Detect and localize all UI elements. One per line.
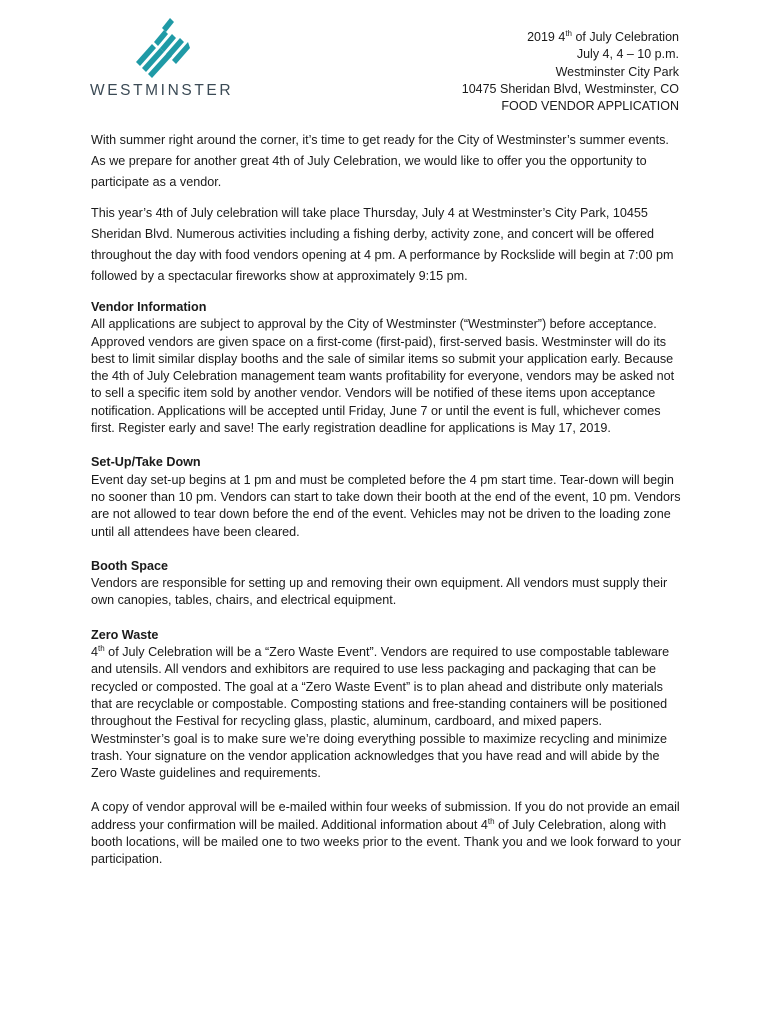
event-header <box>462 29 679 115</box>
section-heading: Set-Up/Take Down <box>91 455 201 470</box>
section-text: 4th of July Celebration will be a “Zero Waste Event”. Vendors are required to use compostable tableware and utensils. All vendors and exhibitors are required to use less packaging and packaging that can be recycled or composted. The goal at a “Zero Waste Event” is to plan ahead and distribute only materials that are recyclable or compostable. Composting stations and free-standing containers will be positioned throughout the Festival for recycling glass, plastic, aluminum, cardboard, and mixed papers. Westminster’s goal is to make sure we’re doing everything possible to maximize recycling and minimize trash. Your signature on the vendor application acknowledges that you have read and will abide by the Zero Waste guidelines and requirements. <box>91 643 670 781</box>
header-title: 2019 4th of July Celebration <box>527 28 679 44</box>
header-venue: Westminster City Park <box>555 64 679 79</box>
event-details-paragraph: This year’s 4th of July celebration will take place Thursday, July 4 at Westminster’s City Park, 10455 Sheridan Blvd. Numerous activities including a fishing derby, activity zone, and concert will be offered throughout the day with food vendors opening at 4 pm. A performance by Rockslide will begin at 7:00 pm followed by a spectacular fireworks show at approximately 9:15 pm. <box>91 206 674 283</box>
header-address: 10475 Sheridan Blvd, Westminster, CO <box>461 81 679 96</box>
section-text: Vendors are responsible for setting up and removing their own equipment. All vendors must supply their own canopies, tables, chairs, and electrical equipment. <box>91 576 668 608</box>
booth-space-section <box>91 558 683 610</box>
document-body <box>91 130 683 869</box>
setup-takedown-section <box>91 454 683 540</box>
section-heading: Vendor Information <box>91 300 207 314</box>
closing-paragraph: A copy of vendor approval will be e-mailed within four weeks of submission. If you do not provide an email address your confirmation will be mailed. Additional information about 4th of July Celebration, along with booth locations, will be mailed one to two weeks prior to the event. Thank you and we look forward to your participation. <box>91 800 681 867</box>
section-text: Event day set-up begins at 1 pm and must be completed before the 4 pm start time. Tear-down will begin no sooner than 10 pm. Vendors can start to take down their booth at the end of the event, 10 pm. Vendors are not allowed to tear down before the end of the event. Vehicles may not be driven to the loading zone until all attendees have been cleared. <box>91 472 681 539</box>
logo-wordmark: WESTMINSTER <box>90 82 234 99</box>
zero-waste-section <box>91 627 683 783</box>
westminster-tower-icon <box>134 18 192 78</box>
section-text: All applications are subject to approval by the City of Westminster (“Westminster”) before acceptance. Approved vendors are given space on a first-come (first-paid), first-served basis. Westminster will do its best to limit similar display booths and the sale of similar items so submit your application early. Because the 4th of July Celebration management team wants profitability for everyone, vendors may be asked not to sell a specific item sold by another vendor. Vendors will be notified of these items upon acceptance notification. Applications will be accepted until Friday, June 7 or until the event is full, whichever comes first. Register early and save! The early registration deadline for applications is May 17, 2019. <box>91 317 675 436</box>
westminster-logo <box>90 18 240 102</box>
header-date: July 4, 4 – 10 p.m. <box>576 47 679 62</box>
vendor-information-section <box>91 299 683 437</box>
section-heading: Zero Waste <box>91 627 159 642</box>
header-form-title: FOOD VENDOR APPLICATION <box>501 99 679 114</box>
section-heading: Booth Space <box>91 558 168 573</box>
intro-paragraph: With summer right around the corner, it’s time to get ready for the City of Westminster’s summer events. As we prepare for another great 4th of July Celebration, we would like to offer you the opportunity to participate as a vendor. <box>91 133 669 189</box>
